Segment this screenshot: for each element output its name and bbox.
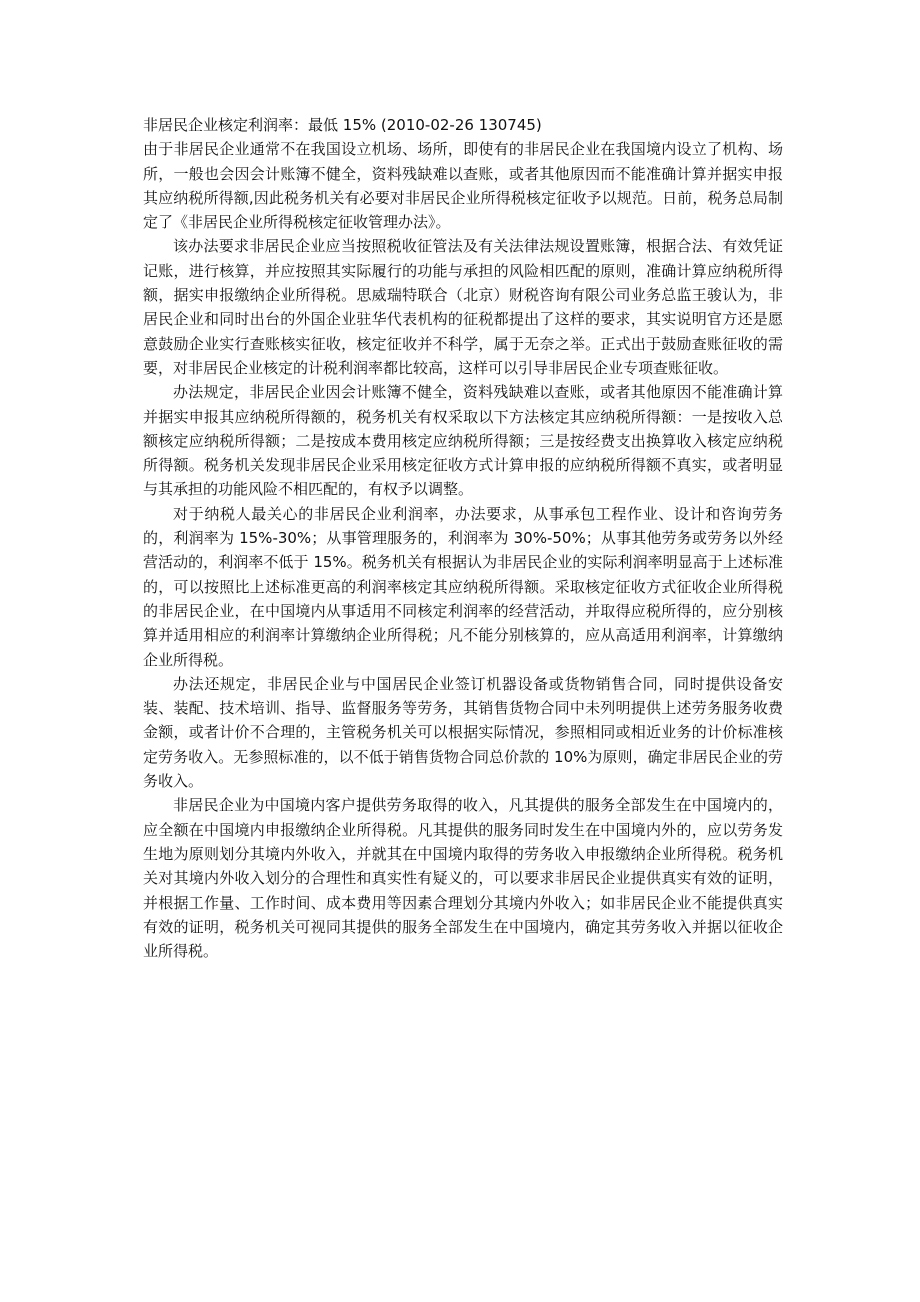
paragraph-2: 该办法要求非居民企业应当按照税收征管法及有关法律法规设置账簿，根据合法、有效凭证记账，进行核算，并应按照其实际履行的功能与承担的风险相匹配的原则，准确计算应纳税所得额，据实申报缴纳企业所得税。思威瑞特联合（北京）财税咨询有限公司业务总监王骏认为，非居民企业和同时出台的外国企业驻华代表机构的征税都提出了这样的要求，其实说明官方还是愿意鼓励企业实行查账核实征收，核定征收并不科学，属于无奈之举。正式出于鼓励查账征收的需要，对非居民企业核定的计税利润率都比较高，这样可以引导非居民企业专项查账征收。 xyxy=(143,237,783,377)
paragraph-4: 对于纳税人最关心的非居民企业利润率，办法要求，从事承包工程作业、设计和咨询劳务的，利润率为 15%-30%；从事管理服务的，利润率为 30%-50%；从事其他劳务或劳务以外经营活动的，利润率不低于 15%。税务机关有根据认为非居民企业的实际利润率明显高于上述标准的，可以按照比上述标准更高的利润率核定其应纳税所得额。采取核定征收方式征收企业所得税的非居民企业，在中国境内从事适用不同核定利润率的经营活动，并取得应税所得的，应分别核算并适用相应的利润率计算缴纳企业所得税；凡不能分别核算的，应从高适用利润率，计算缴纳企业所得税。 xyxy=(143,504,783,669)
paragraph-3: 办法规定，非居民企业因会计账簿不健全，资料残缺难以查账，或者其他原因不能准确计算并据实申报其应纳税所得额的，税务机关有权采取以下方法核定其应纳税所得额：一是按收入总额核定应纳税所得额；二是按成本费用核定应纳税所得额；三是按经费支出换算收入核定应纳税所得额。税务机关发现非居民企业采用核定征收方式计算申报的应纳税所得额不真实，或者明显与其承担的功能风险不相匹配的，有权予以调整。 xyxy=(143,383,783,499)
paragraph-1: 由于非居民企业通常不在我国设立机场、场所，即使有的非居民企业在我国境内设立了机构、场所，一般也会因会计账簿不健全，资料残缺难以查账，或者其他原因而不能准确计算并据实申报其应纳税所得额,因此税务机关有必要对非居民企业所得税核定征收予以规范。日前，税务总局制定了《非居民企业所得税核定征收管理办法》。 xyxy=(143,140,783,232)
document-title: 非居民企业核定利润率：最低 15% (2010-02-26 130745) xyxy=(143,116,542,134)
paragraph-5: 办法还规定，非居民企业与中国居民企业签订机器设备或货物销售合同，同时提供设备安装、装配、技术培训、指导、监督服务等劳务，其销售货物合同中未列明提供上述劳务服务收费金额，或者计价不合理的，主管税务机关可以根据实际情况，参照相同或相近业务的计价标准核定劳务收入。无参照标准的，以不低于销售货物合同总价款的 10%为原则，确定非居民企业的劳务收入。 xyxy=(143,674,783,791)
paragraph-6: 非居民企业为中国境内客户提供劳务取得的收入，凡其提供的服务全部发生在中国境内的，应全额在中国境内申报缴纳企业所得税。凡其提供的服务同时发生在中国境内外的，应以劳务发生地为原则划分其境内外收入，并就其在中国境内取得的劳务收入申报缴纳企业所得税。税务机关对其境内外收入划分的合理性和真实性有疑义的，可以要求非居民企业提供真实有效的证明，并根据工作量、工作时间、成本费用等因素合理划分其境内外收入；如非居民企业不能提供真实有效的证明，税务机关可视同其提供的服务全部发生在中国境内，确定其劳务收入并据以征收企业所得税。 xyxy=(143,796,783,961)
document-page xyxy=(143,113,783,963)
